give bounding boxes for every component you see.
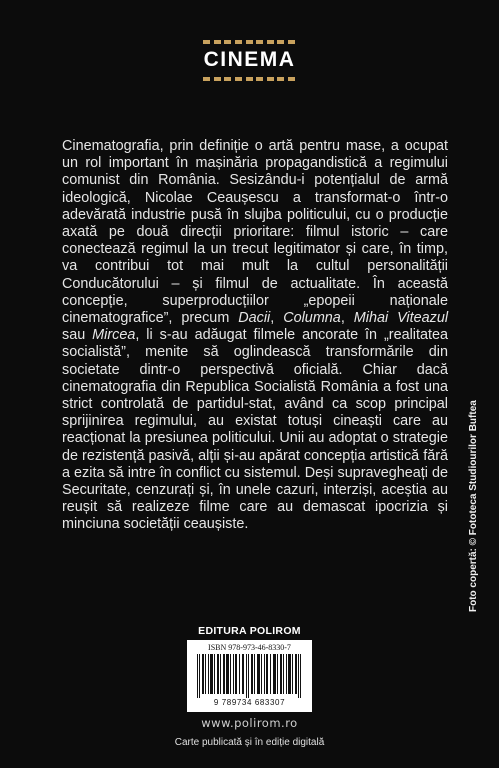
film-title-columna: Columna xyxy=(283,310,341,327)
isbn-label: ISBN 978-973-46-8330-7 xyxy=(208,643,291,652)
barcode-bars xyxy=(193,654,306,698)
digital-edition-note: Carte publicată și în ediție digitală xyxy=(174,737,325,748)
film-strip-top xyxy=(203,40,295,44)
barcode-digits: 9 789734 683307 xyxy=(213,698,286,707)
photo-credit: Foto copertă: © Fototeca Studiourilor Buftea xyxy=(468,400,479,612)
film-title-mircea: Mircea xyxy=(92,327,136,344)
film-title-mihai-viteazul: Mihai Viteazul xyxy=(353,310,449,327)
blurb-part-1: Cinematografia, prin definiție o artă pentru mase, a ocupat un rol important în mașinăria propagandistică a regimului comunist din România. Sesizându-i potențialul de armă ideologică, Nicolae Ceaușescu a transformat-o într-o adevărată industrie pusă în slujba politicului, cu o producție axată pe două direcții prioritare: filmul istoric – care conectează regimul la un trecut legitimator și care, în timp, va contribui tot mai mult la cultul personalității Conducătorului – și filmul de actualitate. În această concepție, superproducțiilor „epopeii naționale cinematografice”, precum xyxy=(62,138,448,327)
barcode xyxy=(187,640,312,712)
film-title-dacii: Dacii xyxy=(238,310,271,327)
publisher-name: EDITURA POLIROM xyxy=(198,625,301,637)
series-title: CINEMA xyxy=(203,48,296,71)
blurb-separator: , xyxy=(340,310,354,327)
film-strip-bottom xyxy=(203,77,295,81)
blurb-separator: , xyxy=(270,310,284,327)
blurb-part-2: , li s-au adăugat filmele ancorate în „realitatea socialistă”, menite să oglindească transformările din societate dintr-o perspectivă oficială. Chiar dacă cinematografia din Republica Socialistă România a fost una strict controlată de partidul-stat, având ca scop principal sprijinirea regimului, au existat totuși cineaști care au reacționat la presiunea politicului. Unii au adoptat o strategie de rezistență pasivă, alții și-au apărat concepția artistică fără a ezita să intre în conflict cu sistemul. Deși supravegheați de Securitate, cenzurați și, în unele cazuri, interziși, aceștia au reușit să realizeze filme care au demascat ipocrizia și minciuna societății ceaușiste. xyxy=(62,327,448,533)
blurb-separator: sau xyxy=(62,327,93,344)
back-cover-blurb xyxy=(62,138,448,534)
publisher-website: www.polirom.ro xyxy=(201,716,298,730)
